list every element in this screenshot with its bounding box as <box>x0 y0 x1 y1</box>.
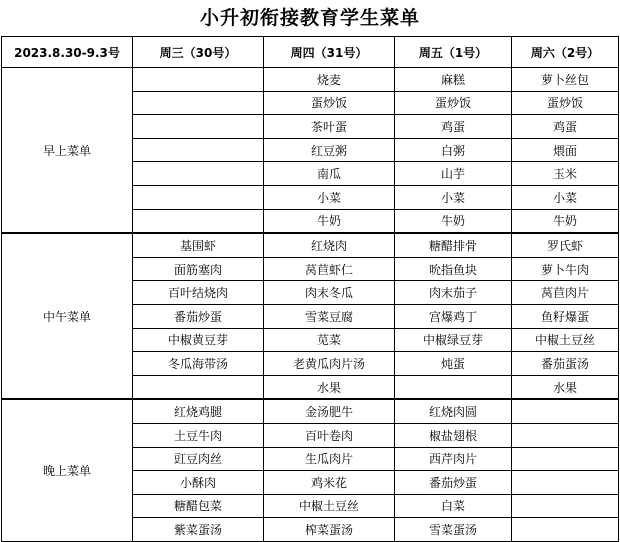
menu-cell: 茶叶蛋 <box>264 115 395 139</box>
menu-cell <box>512 423 619 447</box>
menu-body <box>2 68 619 542</box>
menu-cell: 牛奶 <box>512 209 619 233</box>
menu-cell: 白粥 <box>395 138 512 162</box>
menu-cell: 鸡蛋 <box>395 115 512 139</box>
header-saturday: 周六（2号） <box>512 37 619 68</box>
menu-cell <box>395 375 512 399</box>
menu-table <box>1 36 619 542</box>
menu-cell: 小菜 <box>264 185 395 209</box>
section-label: 早上菜单 <box>2 68 133 234</box>
header-friday: 周五（1号） <box>395 37 512 68</box>
menu-cell: 百叶卷肉 <box>264 423 395 447</box>
menu-cell: 老黄瓜肉片汤 <box>264 352 395 376</box>
menu-cell: 吮指鱼块 <box>395 257 512 281</box>
section-label: 中午菜单 <box>2 233 133 399</box>
menu-cell: 蛋炒饭 <box>264 91 395 115</box>
menu-cell: 中椒黄豆芽 <box>133 328 264 352</box>
menu-title: 小升初衔接教育学生菜单 <box>199 7 420 29</box>
menu-cell: 萝卜丝包 <box>512 68 619 92</box>
menu-cell: 基围虾 <box>133 233 264 257</box>
table-row <box>2 399 619 423</box>
menu-cell: 白菜 <box>395 494 512 518</box>
menu-cell: 番茄炒蛋 <box>133 304 264 328</box>
menu-cell: 煨面 <box>512 138 619 162</box>
menu-cell: 番茄炒蛋 <box>395 471 512 495</box>
menu-cell: 罗氏虾 <box>512 233 619 257</box>
menu-cell: 蛋炒饭 <box>395 91 512 115</box>
menu-cell: 糖醋排骨 <box>395 233 512 257</box>
menu-cell: 金汤肥牛 <box>264 399 395 423</box>
menu-cell: 莴苣虾仁 <box>264 257 395 281</box>
header-thursday: 周四（31号） <box>264 37 395 68</box>
menu-cell: 炖蛋 <box>395 352 512 376</box>
header-wednesday: 周三（30号） <box>133 37 264 68</box>
menu-cell: 鸡米花 <box>264 471 395 495</box>
menu-cell <box>133 115 264 139</box>
menu-cell: 番茄蛋汤 <box>512 352 619 376</box>
menu-cell: 麻糕 <box>395 68 512 92</box>
menu-cell: 肉末茄子 <box>395 281 512 305</box>
menu-cell: 紫菜蛋汤 <box>133 518 264 542</box>
menu-cell: 椒盐翅根 <box>395 423 512 447</box>
menu-cell: 面筋塞肉 <box>133 257 264 281</box>
table-row <box>2 233 619 257</box>
menu-cell: 红烧肉圆 <box>395 399 512 423</box>
menu-cell: 山芋 <box>395 162 512 186</box>
menu-cell: 鱼籽爆蛋 <box>512 304 619 328</box>
menu-cell: 萝卜牛肉 <box>512 257 619 281</box>
header-row <box>2 37 619 68</box>
menu-cell: 小菜 <box>395 185 512 209</box>
menu-cell <box>133 185 264 209</box>
menu-cell: 中椒土豆丝 <box>264 494 395 518</box>
menu-cell <box>133 68 264 92</box>
menu-cell <box>512 494 619 518</box>
menu-cell <box>133 91 264 115</box>
menu-cell: 糖醋包菜 <box>133 494 264 518</box>
menu-cell <box>133 375 264 399</box>
menu-cell: 牛奶 <box>395 209 512 233</box>
menu-cell: 生瓜肉片 <box>264 447 395 471</box>
menu-cell: 小菜 <box>512 185 619 209</box>
menu-cell: 肉末冬瓜 <box>264 281 395 305</box>
menu-cell: 中椒绿豆芽 <box>395 328 512 352</box>
menu-cell: 水果 <box>512 375 619 399</box>
menu-cell: 豇豆肉丝 <box>133 447 264 471</box>
table-row <box>2 68 619 92</box>
menu-cell: 烧麦 <box>264 68 395 92</box>
menu-cell: 宫爆鸡丁 <box>395 304 512 328</box>
menu-cell: 玉米 <box>512 162 619 186</box>
menu-cell: 中椒土豆丝 <box>512 328 619 352</box>
menu-cell: 红豆粥 <box>264 138 395 162</box>
section-label: 晚上菜单 <box>2 399 133 541</box>
menu-cell: 榨菜蛋汤 <box>264 518 395 542</box>
menu-cell: 红烧肉 <box>264 233 395 257</box>
menu-cell: 冬瓜海带汤 <box>133 352 264 376</box>
menu-cell <box>133 138 264 162</box>
menu-cell: 水果 <box>264 375 395 399</box>
menu-cell: 土豆牛肉 <box>133 423 264 447</box>
menu-cell: 牛奶 <box>264 209 395 233</box>
menu-cell: 南瓜 <box>264 162 395 186</box>
menu-cell: 红烧鸡腿 <box>133 399 264 423</box>
header-date: 2023.8.30-9.3号 <box>2 37 133 68</box>
menu-cell: 小酥肉 <box>133 471 264 495</box>
menu-cell: 蛋炒饭 <box>512 91 619 115</box>
menu-cell: 鸡蛋 <box>512 115 619 139</box>
menu-cell <box>512 471 619 495</box>
menu-cell: 苋菜 <box>264 328 395 352</box>
menu-cell <box>512 447 619 471</box>
menu-cell <box>133 162 264 186</box>
menu-cell <box>512 399 619 423</box>
menu-cell: 雪菜蛋汤 <box>395 518 512 542</box>
menu-cell: 西芹肉片 <box>395 447 512 471</box>
menu-cell: 莴苣肉片 <box>512 281 619 305</box>
menu-cell <box>133 209 264 233</box>
menu-cell: 雪菜豆腐 <box>264 304 395 328</box>
menu-cell: 百叶结烧肉 <box>133 281 264 305</box>
